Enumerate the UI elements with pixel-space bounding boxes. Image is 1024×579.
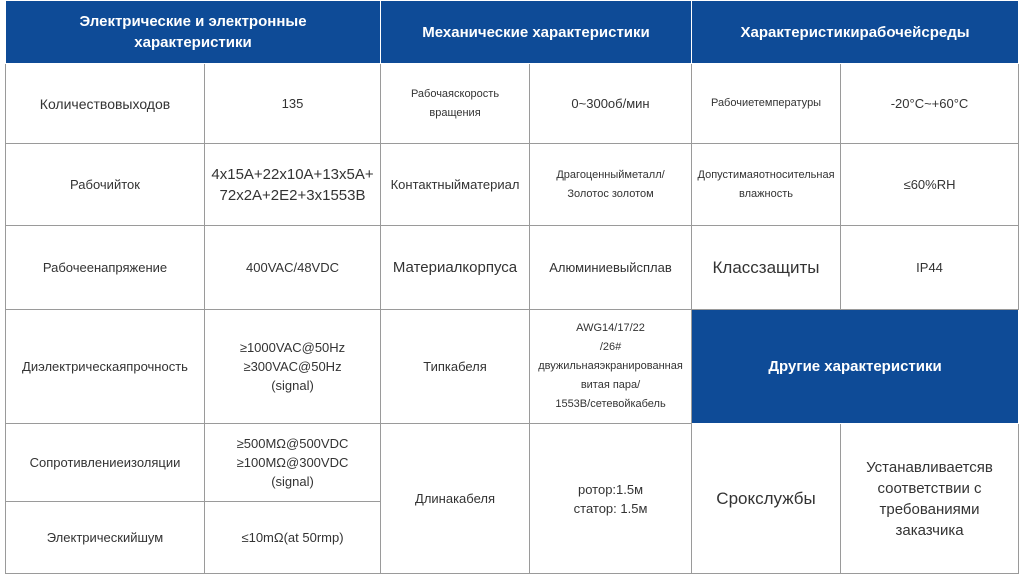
table-row [6,310,1019,424]
table-row [6,64,1019,144]
spec-table [5,0,1019,574]
cable-length-label: Длинакабеля [381,424,530,574]
table-row [6,144,1019,226]
noise-label: Электрическийшум [6,502,205,574]
current-label: Рабочийток [6,144,205,226]
voltage-value: 400VAC/48VDC [205,226,381,310]
insulation-label: Сопротивлениеизоляции [6,424,205,502]
housing-value: Алюминиевыйсплав [530,226,692,310]
outputs-label: Количествовыходов [6,64,205,144]
other-header: Другие характеристики [692,310,1019,424]
temperature-value: -20°C~+60°C [841,64,1019,144]
insulation-value: ≥500MΩ@500VDC ≥100MΩ@300VDC (signal) [205,424,381,502]
speed-value: 0~300об/мин [530,64,692,144]
dielectric-label: Диэлектрическаяпрочность [6,310,205,424]
table-row [6,424,1019,502]
contact-value: Драгоценныйметалл/ Золотос золотом [530,144,692,226]
protection-label: Классзащиты [692,226,841,310]
humidity-value: ≤60%RH [841,144,1019,226]
humidity-label: Допустимаяотносительная влажность [692,144,841,226]
service-life-value: Устанавливаетсяв соответствии с требованиями заказчика [841,424,1019,574]
speed-label: Рабочаяскорость вращения [381,64,530,144]
protection-value: IP44 [841,226,1019,310]
voltage-label: Рабочеенапряжение [6,226,205,310]
electrical-header: Электрические и электронные характеристики [6,1,381,64]
cable-length-value: ротор:1.5м статор: 1.5м [530,424,692,574]
current-value: 4x15A+22x10A+13x5A+ 72x2A+2E2+3x1553B [205,144,381,226]
environment-header: Характеристикирабочейсреды [692,1,1019,64]
temperature-label: Рабочиетемпературы [692,64,841,144]
table-row [6,1,1019,64]
cable-type-label: Типкабеля [381,310,530,424]
cable-type-value: AWG14/17/22 /26# двужильнаяэкранированная витая пара/ 1553B/сетевойкабель [530,310,692,424]
mechanical-header: Механические характеристики [381,1,692,64]
noise-value: ≤10mΩ(at 50rmp) [205,502,381,574]
dielectric-value: ≥1000VAC@50Hz ≥300VAC@50Hz (signal) [205,310,381,424]
housing-label: Материалкорпуса [381,226,530,310]
service-life-label: Срокслужбы [692,424,841,574]
contact-label: Контактныйматериал [381,144,530,226]
outputs-value: 135 [205,64,381,144]
table-row [6,226,1019,310]
